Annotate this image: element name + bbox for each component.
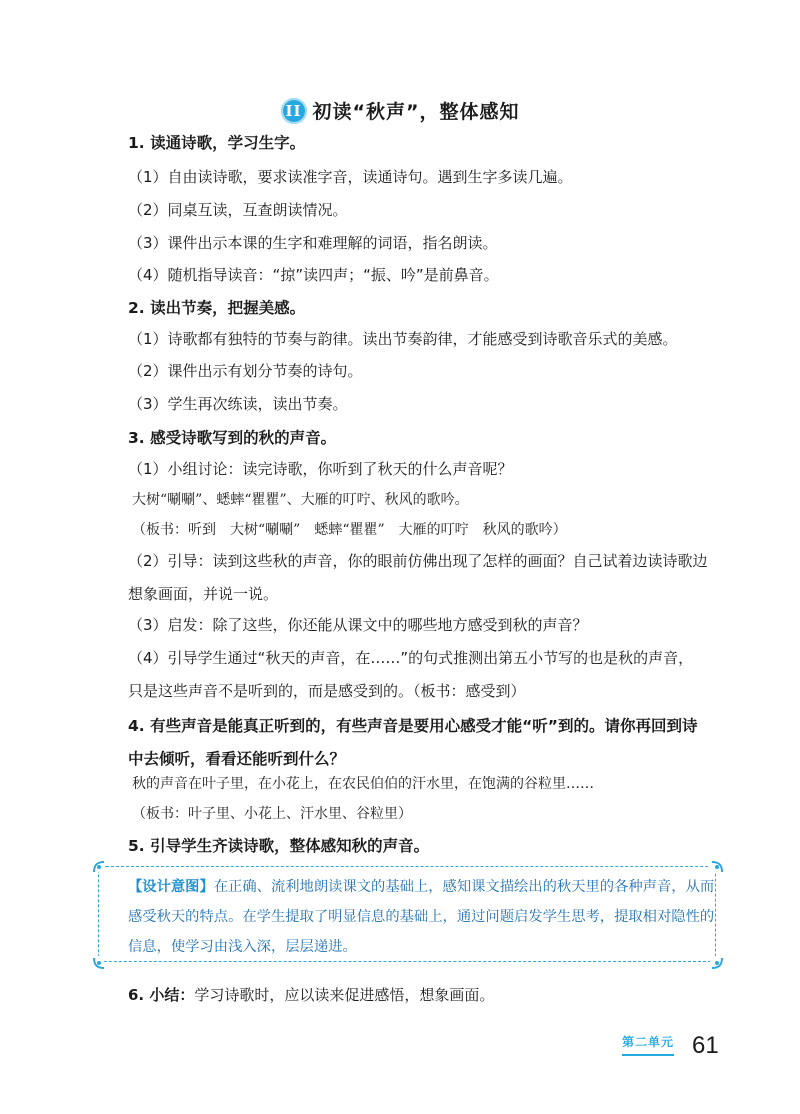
step-1-item-2: （2）同桌互读，互查朗读情况。 — [128, 201, 348, 219]
section-number-badge: II — [281, 98, 307, 124]
unit-label: 第二单元 — [622, 1033, 674, 1056]
step-4-blackboard-1: （板书：叶子里、小花上、汗水里、谷粒里） — [132, 806, 412, 822]
step-2-item-2: （2）课件出示有划分节奏的诗句。 — [128, 362, 363, 380]
page-number: 61 — [692, 1032, 719, 1059]
step-4-quote-1: 秋的声音在叶子里，在小花上，在农民伯伯的汗水里，在饱满的谷粒里…… — [132, 776, 594, 792]
design-intent-label: 【设计意图】 — [128, 879, 214, 895]
step-6 — [128, 984, 708, 1005]
step-2-heading: 2. 读出节奏，把握美感。 — [128, 299, 306, 317]
step-3-item-1: （1）小组讨论：读完诗歌，你听到了秋天的什么声音呢？ — [128, 460, 513, 478]
corner-ornament-icon — [92, 956, 104, 968]
step-1-item-3: （3）课件出示本课的生字和难理解的词语，指名朗读。 — [128, 234, 498, 252]
corner-ornament-icon — [710, 860, 722, 872]
step-3-item-4: （4）引导学生通过“秋天的声音，在……”的句式推测出第五小节写的也是秋的声音，只是这些声音不是听到的，而是感受到的。（板书：感受到） — [128, 649, 694, 700]
step-3-item-2: （2）引导：读到这些秋的声音，你的眼前仿佛出现了怎样的画面？自己试着边读诗歌边想象画面，并说一说。 — [128, 552, 708, 603]
step-6-text: 学习诗歌时，应以读来促进感悟，想象画面。 — [194, 986, 495, 1004]
step-3-item-3: （3）启发：除了这些，你还能从课文中的哪些地方感受到秋的声音？ — [128, 616, 588, 634]
section-title: 初读“秋声”，整体感知 — [312, 101, 520, 123]
step-2-item-3: （3）学生再次练读，读出节奏。 — [128, 395, 348, 413]
step-5-heading: 5. 引导学生齐读诗歌，整体感知秋的声音。 — [128, 837, 430, 855]
design-intent-text — [128, 872, 716, 962]
design-intent-body: 在正确、流利地朗读课文的基础上，感知课文描绘出的秋天里的各种声音，从而感受秋天的特点。在学生提取了明显信息的基础上，通过问题启发学生思考，提取相对隐性的信息，使学习由浅入深，层层递进。 — [128, 879, 715, 955]
step-4-heading: 4. 有些声音是能真正听到的，有些声音是要用心感受才能“听”到的。请你再回到诗中去倾听，看看还能听到什么？ — [128, 717, 698, 768]
step-3-blackboard-1: （板书：听到 大树“唰唰” 蟋蟀“瞿瞿” 大雁的叮咛 秋风的歌吟） — [132, 522, 567, 538]
step-1-item-1: （1）自由读诗歌，要求读准字音，读通诗句。遇到生字多读几遍。 — [128, 168, 573, 186]
section-heading — [0, 97, 800, 124]
step-2-item-1: （1）诗歌都有独特的节奏与韵律。读出节奏韵律，才能感受到诗歌音乐式的美感。 — [128, 330, 678, 348]
corner-ornament-icon — [92, 860, 104, 872]
step-6-label: 6. 小结： — [128, 986, 195, 1004]
step-3-quote-1: 大树“唰唰”、蟋蟀“瞿瞿”、大雁的叮咛、秋风的歌吟。 — [132, 492, 469, 508]
step-1-heading: 1. 读通诗歌，学习生字。 — [128, 134, 306, 152]
step-3-heading: 3. 感受诗歌写到的秋的声音。 — [128, 429, 337, 447]
step-1-item-4: （4）随机指导读音：“掠”读四声；“振、吟”是前鼻音。 — [128, 266, 499, 284]
